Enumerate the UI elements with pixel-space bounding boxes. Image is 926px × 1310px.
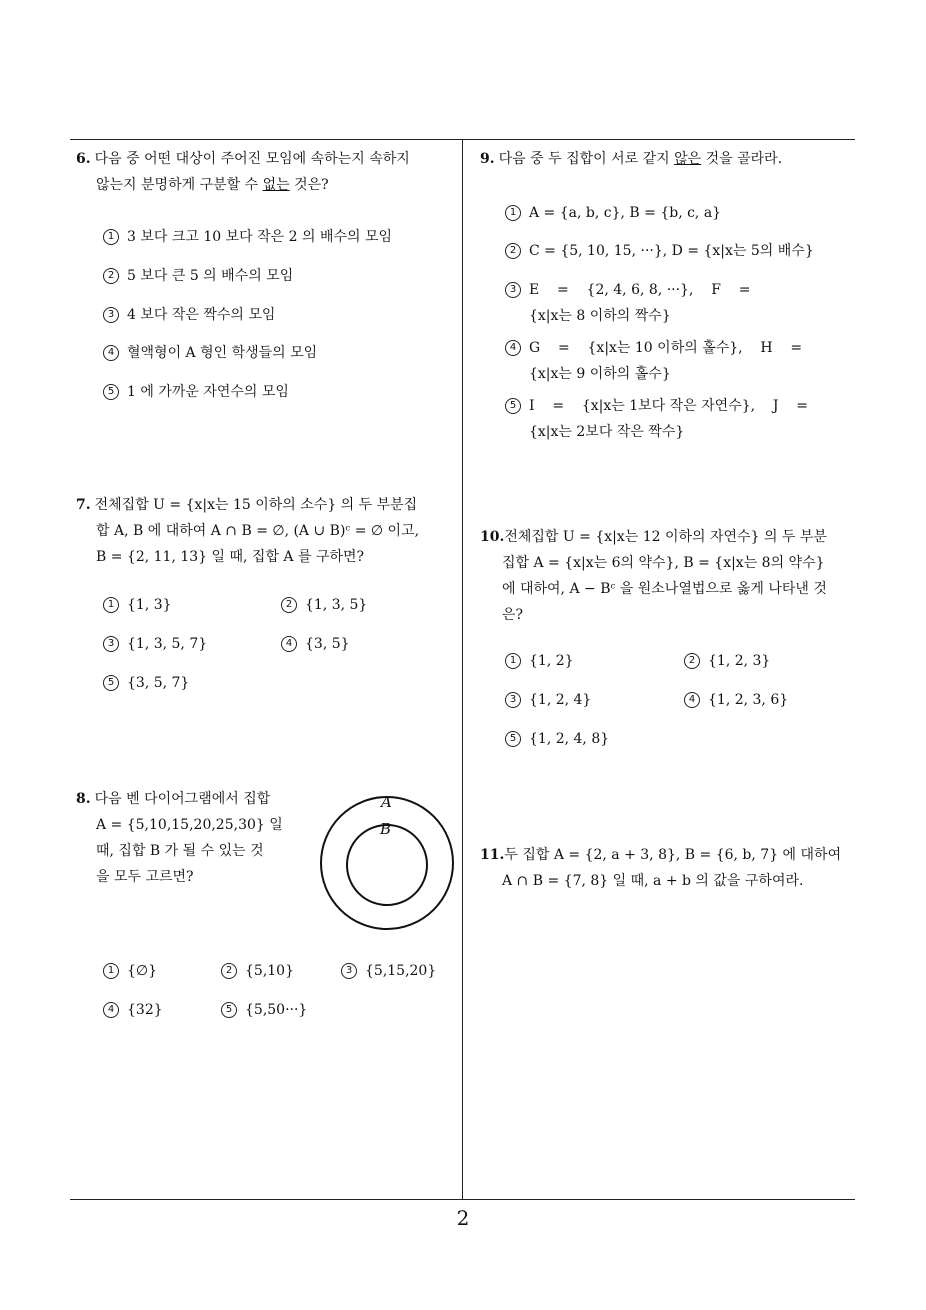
venn-set-a-circle [321,797,453,929]
q7-option-1[interactable]: 1 {1, 3} [103,597,172,613]
underlined-word: 없는 [262,177,290,193]
venn-label-b: B [380,820,392,838]
q7-option-4[interactable]: 4 {3, 5} [281,636,350,652]
question-10-stem-line-4: 은? [502,607,524,623]
question-11-stem-line-2: A ∩ B = {7, 8} 일 때, a + b 의 값을 구하여라. [502,873,804,889]
circled-number-icon: 2 [221,963,237,979]
circled-number-icon: 1 [505,205,521,221]
venn-diagram [318,795,458,935]
question-8-number: 8. [76,791,91,807]
venn-label-a: A [381,793,392,811]
circled-number-icon: 3 [505,692,521,708]
question-6 [76,146,456,198]
question-10-stem-line-1: 10.전체집합 U = {x|x는 12 이하의 자연수} 의 두 부분 [480,529,827,545]
q10-option-5[interactable]: 5 {1, 2, 4, 8} [505,731,609,747]
question-8-stem-line-3: 때, 집합 B 가 될 수 있는 것 [96,843,264,859]
q6-option-4[interactable]: 4 혈액형이 A 형인 학생들의 모임 [103,342,317,362]
circled-number-icon: 5 [505,398,521,414]
question-7-number: 7. [76,497,91,513]
q8-option-5[interactable]: 5 {5,50···} [221,1002,307,1018]
q9-option-3[interactable]: 3 E = {2, 4, 6, 8, ···}, F = {x|x는 8 이하의 짝수} [505,277,750,329]
q10-option-3[interactable]: 3 {1, 2, 4} [505,692,591,708]
question-11-number: 11. [480,847,505,863]
question-8 [76,786,306,890]
circled-number-icon: 3 [103,636,119,652]
question-10-number: 10. [480,529,505,545]
q7-option-5[interactable]: 5 {3, 5, 7} [103,675,189,691]
q8-option-4[interactable]: 4 {32} [103,1002,163,1018]
question-10 [480,524,860,628]
question-6-stem-line-2: 않는지 분명하게 구분할 수 없는 것은? [96,177,329,193]
question-6-number: 6. [76,151,91,167]
circled-number-icon: 4 [103,1002,119,1018]
circled-number-icon: 3 [505,282,521,298]
question-8-stem-line-2: A = {5,10,15,20,25,30} 일 [96,817,283,833]
circled-number-icon: 1 [103,963,119,979]
circled-number-icon: 5 [221,1002,237,1018]
question-10-stem-line-2: 집합 A = {x|x는 6의 약수}, B = {x|x는 8의 약수} [502,555,825,571]
q10-option-4[interactable]: 4 {1, 2, 3, 6} [684,692,788,708]
q9-option-2[interactable]: 2 C = {5, 10, 15, ···}, D = {x|x는 5의 배수} [505,238,814,264]
circled-number-icon: 5 [103,675,119,691]
question-7 [76,492,458,570]
column-divider [462,139,463,1200]
circled-number-icon: 1 [103,229,119,245]
question-8-stem-line-1: 8. 다음 벤 다이어그램에서 집합 [76,791,271,807]
q9-option-1[interactable]: 1 A = {a, b, c}, B = {b, c, a} [505,200,721,226]
circled-number-icon: 4 [103,345,119,361]
circled-number-icon: 4 [281,636,297,652]
q6-option-3[interactable]: 3 4 보다 작은 짝수의 모임 [103,304,275,324]
question-8-stem-line-4: 을 모두 고르면? [96,869,194,885]
question-7-stem-line-3: B = {2, 11, 13} 일 때, 집합 A 를 구하면? [96,549,365,565]
underlined-word: 않은 [674,151,702,167]
circled-number-icon: 4 [505,340,521,356]
circled-number-icon: 4 [684,692,700,708]
q9-option-5[interactable]: 5 I = {x|x는 1보다 작은 자연수}, J = {x|x는 2보다 작은 짝수} [505,393,808,445]
circled-number-icon: 2 [281,597,297,613]
circled-number-icon: 5 [505,731,521,747]
q8-option-1[interactable]: 1 {∅} [103,963,157,979]
question-10-stem-line-3: 에 대하여, A − Bᶜ 을 원소나열법으로 옳게 나타낸 것 [502,581,827,597]
q10-option-1[interactable]: 1 {1, 2} [505,653,574,669]
q8-option-2[interactable]: 2 {5,10} [221,963,294,979]
question-7-stem-line-2: 합 A, B 에 대하여 A ∩ B = ∅, (A ∪ B)ᶜ = ∅ 이고, [96,523,420,539]
q10-option-2[interactable]: 2 {1, 2, 3} [684,653,770,669]
circled-number-icon: 5 [103,384,119,400]
question-6-stem-line-1: 6. 다음 중 어떤 대상이 주어진 모임에 속하는지 속하지 [76,151,410,167]
circled-number-icon: 3 [103,307,119,323]
page-number: 2 [456,1206,470,1230]
q6-option-1[interactable]: 1 3 보다 크고 10 보다 작은 2 의 배수의 모임 [103,226,392,246]
q7-option-2[interactable]: 2 {1, 3, 5} [281,597,367,613]
q9-option-4[interactable]: 4 G = {x|x는 10 이하의 홀수}, H = {x|x는 9 이하의 홀수} [505,335,802,387]
q8-option-3[interactable]: 3 {5,15,20} [341,963,436,979]
circled-number-icon: 3 [341,963,357,979]
circled-number-icon: 1 [103,597,119,613]
q6-option-2[interactable]: 2 5 보다 큰 5 의 배수의 모임 [103,265,293,285]
circled-number-icon: 2 [103,268,119,284]
question-7-stem-line-1: 7. 전체집합 U = {x|x는 15 이하의 소수} 의 두 부분집 [76,497,418,513]
circled-number-icon: 1 [505,653,521,669]
question-11-stem-line-1: 11.두 집합 A = {2, a + 3, 8}, B = {6, b, 7} 에 대하여 [480,847,842,863]
circled-number-icon: 2 [684,653,700,669]
question-9-number: 9. [480,151,495,167]
q7-option-3[interactable]: 3 {1, 3, 5, 7} [103,636,207,652]
circled-number-icon: 2 [505,243,521,259]
question-11 [480,842,860,894]
q6-option-5[interactable]: 5 1 에 가까운 자연수의 모임 [103,381,289,401]
question-9 [480,146,850,172]
question-9-stem: 9. 다음 중 두 집합이 서로 같지 않은 것을 골라라. [480,151,783,167]
